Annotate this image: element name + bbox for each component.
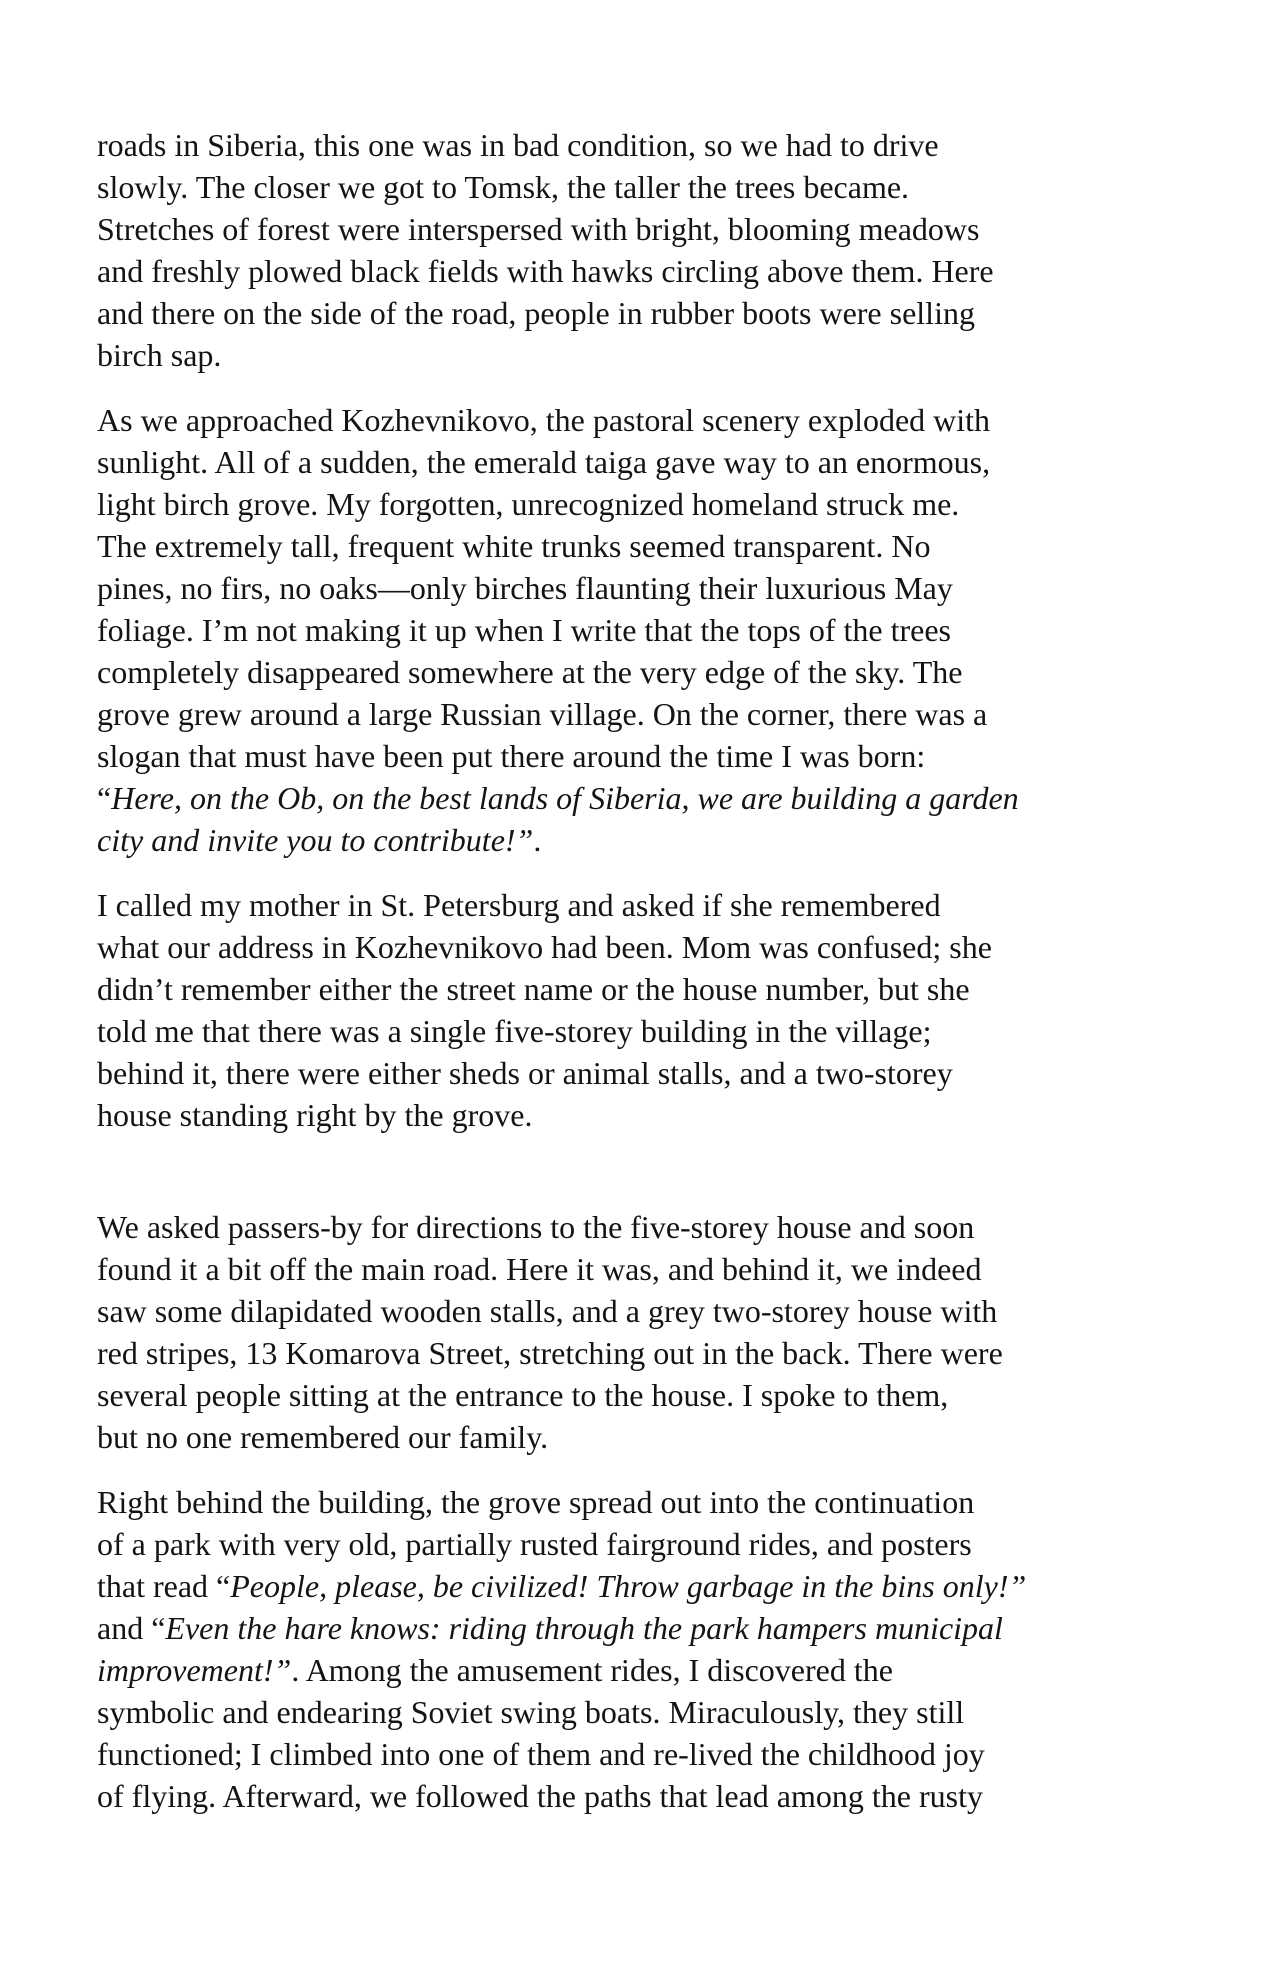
text-segment: birch sap.: [97, 337, 222, 373]
text-line: [97, 693, 1145, 735]
text-segment: symbolic and endearing Soviet swing boats. Miraculously, they still: [97, 1694, 965, 1730]
text-segment: As we approached Kozhevnikovo, the pastoral scenery exploded with: [97, 402, 991, 438]
text-segment: house standing right by the grove.: [97, 1097, 533, 1133]
text-line: [97, 441, 1145, 483]
paragraph: [97, 1206, 1145, 1458]
text-segment: told me that there was a single five-storey building in the village;: [97, 1013, 932, 1049]
text-line: [97, 1374, 1145, 1416]
italic-text-segment: People, please, be civilized! Throw garbage in the bins only!”: [230, 1568, 1027, 1604]
text-line: [97, 884, 1145, 926]
text-line: [97, 1248, 1145, 1290]
text-segment: The extremely tall, frequent white trunks seemed transparent. No: [97, 528, 931, 564]
text-line: [97, 208, 1145, 250]
text-line: [97, 1094, 1145, 1136]
text-segment: pines, no firs, no oaks—only birches flaunting their luxurious May: [97, 570, 953, 606]
text-line: [97, 1565, 1145, 1607]
text-line: [97, 1010, 1145, 1052]
text-segment: and “: [97, 1610, 166, 1646]
text-line: [97, 567, 1145, 609]
text-segment: roads in Siberia, this one was in bad condition, so we had to drive: [97, 127, 939, 163]
text-segment: “: [97, 780, 112, 816]
text-segment: behind it, there were either sheds or animal stalls, and a two-storey: [97, 1055, 953, 1091]
paragraph: [97, 399, 1145, 861]
page-text: [97, 124, 1145, 1817]
text-segment: red stripes, 13 Komarova Street, stretching out in the back. There were: [97, 1335, 1003, 1371]
text-line: [97, 1691, 1145, 1733]
text-segment: functioned; I climbed into one of them and re-lived the childhood joy: [97, 1736, 985, 1772]
text-segment: that read “: [97, 1568, 231, 1604]
text-segment: slogan that must have been put there around the time I was born:: [97, 738, 926, 774]
text-segment: slowly. The closer we got to Tomsk, the taller the trees became.: [97, 169, 910, 205]
text-segment: several people sitting at the entrance to the house. I spoke to them,: [97, 1377, 949, 1413]
text-line: [97, 1290, 1145, 1332]
text-segment: Right behind the building, the grove spread out into the continuation: [97, 1484, 975, 1520]
paragraph: [97, 124, 1145, 376]
text-line: [97, 250, 1145, 292]
text-segment: and there on the side of the road, people in rubber boots were selling: [97, 295, 975, 331]
text-segment: We asked passers-by for directions to the five-storey house and soon: [97, 1209, 975, 1245]
text-segment: found it a bit off the main road. Here it was, and behind it, we indeed: [97, 1251, 982, 1287]
text-line: [97, 735, 1145, 777]
text-segment: and freshly plowed black fields with hawks circling above them. Here: [97, 253, 994, 289]
text-segment: didn’t remember either the street name or the house number, but she: [97, 971, 970, 1007]
text-line: [97, 124, 1145, 166]
text-line: [97, 1775, 1145, 1817]
text-segment: what our address in Kozhevnikovo had been. Mom was confused; she: [97, 929, 992, 965]
text-segment: grove grew around a large Russian village. On the corner, there was a: [97, 696, 988, 732]
text-line: [97, 651, 1145, 693]
text-line: [97, 1607, 1145, 1649]
text-line: [97, 1523, 1145, 1565]
text-line: [97, 166, 1145, 208]
italic-text-segment: Here, on the Ob, on the best lands of Siberia, we are building a garden: [111, 780, 1019, 816]
text-segment: I called my mother in St. Petersburg and asked if she remembered: [97, 887, 941, 923]
text-line: [97, 926, 1145, 968]
text-segment: but no one remembered our family.: [97, 1419, 549, 1455]
text-line: [97, 399, 1145, 441]
text-line: [97, 1733, 1145, 1775]
text-segment: .: [533, 822, 542, 858]
text-line: [97, 609, 1145, 651]
paragraph: [97, 1481, 1145, 1817]
text-line: [97, 968, 1145, 1010]
text-line: [97, 777, 1145, 819]
text-line: [97, 483, 1145, 525]
text-segment: light birch grove. My forgotten, unrecognized homeland struck me.: [97, 486, 960, 522]
text-segment: of flying. Afterward, we followed the paths that lead among the rusty: [97, 1778, 983, 1814]
text-line: [97, 1481, 1145, 1523]
text-segment: foliage. I’m not making it up when I write that the tops of the trees: [97, 612, 951, 648]
italic-text-segment: improvement!”: [97, 1652, 292, 1688]
italic-text-segment: Even the hare knows: riding through the park hampers municipal: [165, 1610, 1003, 1646]
text-line: [97, 1052, 1145, 1094]
italic-text-segment: city and invite you to contribute!”: [97, 822, 534, 858]
text-line: [97, 292, 1145, 334]
text-line: [97, 819, 1145, 861]
text-line: [97, 1416, 1145, 1458]
text-segment: of a park with very old, partially rusted fairground rides, and posters: [97, 1526, 972, 1562]
text-line: [97, 1206, 1145, 1248]
text-segment: . Among the amusement rides, I discovered the: [291, 1652, 893, 1688]
text-segment: Stretches of forest were interspersed with bright, blooming meadows: [97, 211, 980, 247]
text-line: [97, 1649, 1145, 1691]
text-segment: sunlight. All of a sudden, the emerald taiga gave way to an enormous,: [97, 444, 991, 480]
text-segment: completely disappeared somewhere at the very edge of the sky. The: [97, 654, 963, 690]
text-line: [97, 1332, 1145, 1374]
text-segment: saw some dilapidated wooden stalls, and a grey two-storey house with: [97, 1293, 998, 1329]
paragraph: [97, 884, 1145, 1136]
text-line: [97, 525, 1145, 567]
text-line: [97, 334, 1145, 376]
